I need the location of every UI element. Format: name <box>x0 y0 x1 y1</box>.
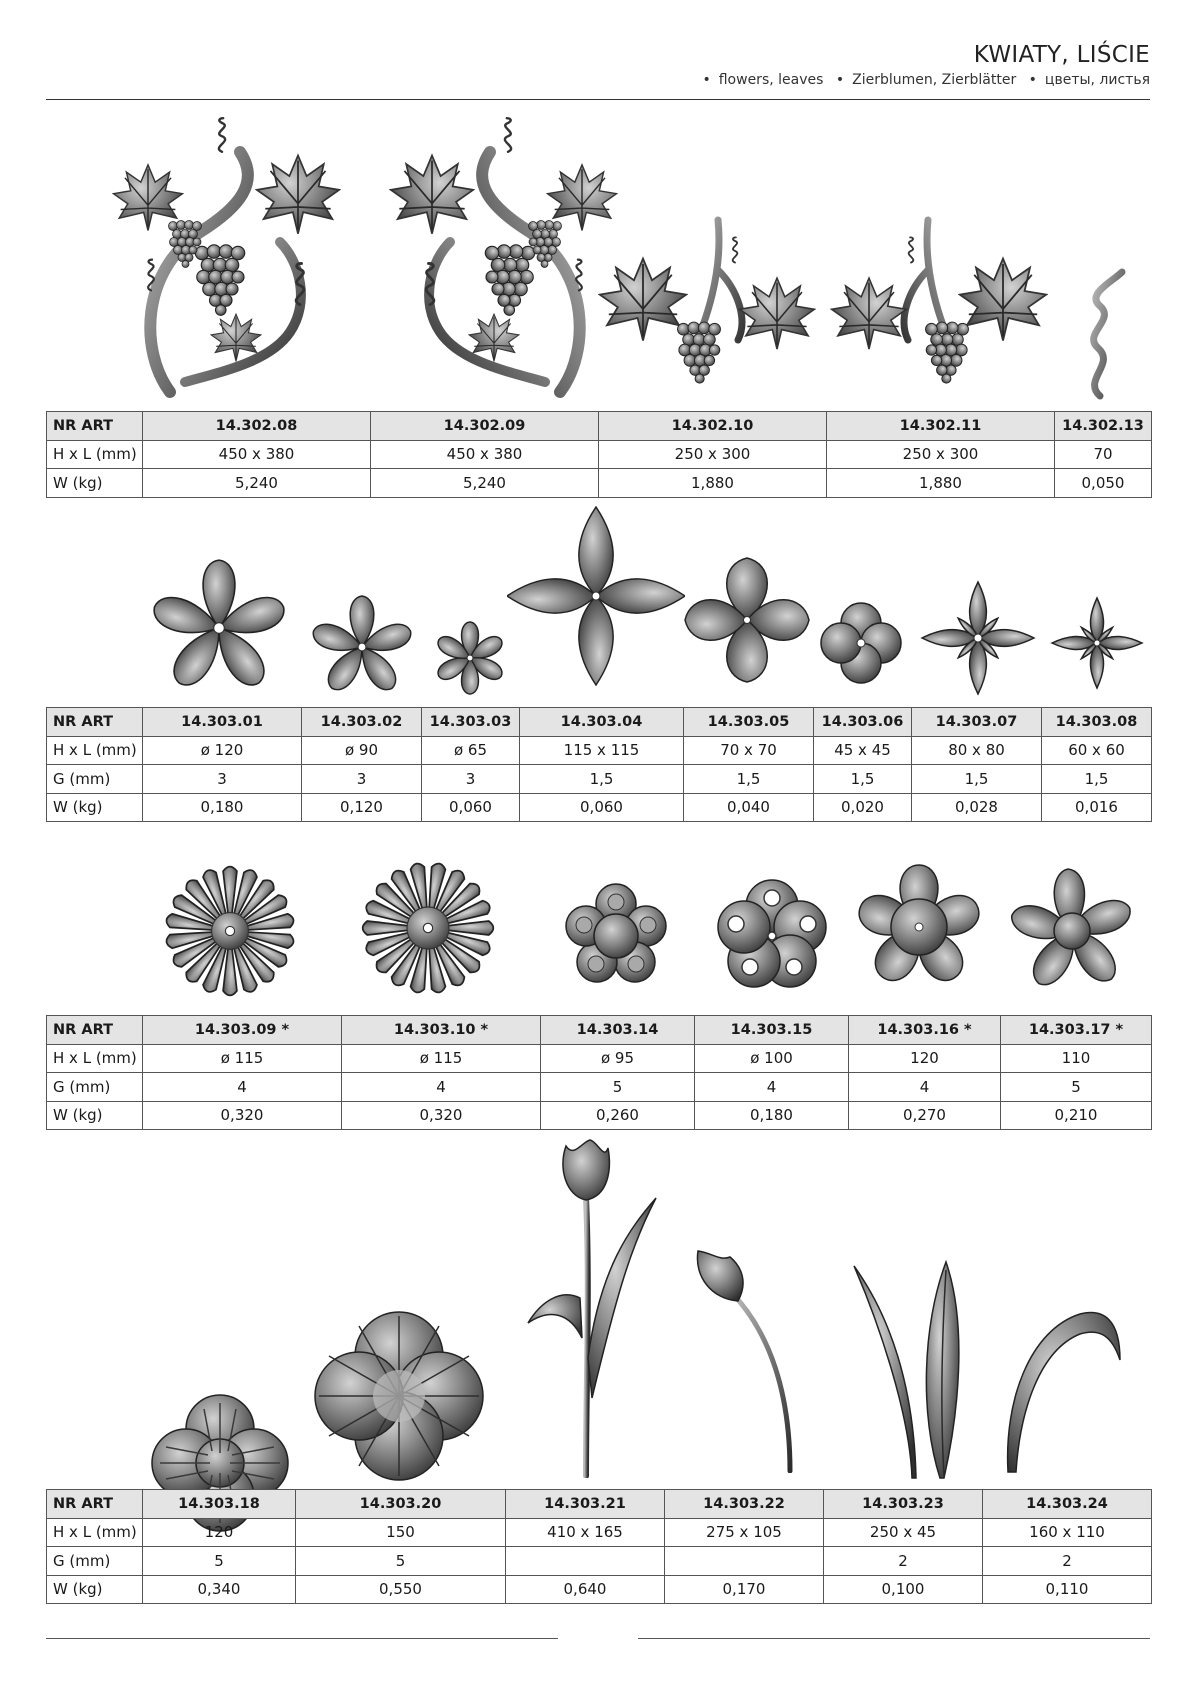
table-cell: 160 x 110 <box>983 1518 1152 1547</box>
leaf-star-14-303-08-image <box>1050 596 1144 690</box>
article-number: 14.303.14 <box>541 1016 695 1045</box>
table-cell: 0,120 <box>302 793 422 822</box>
row-label: NR ART <box>47 1016 143 1045</box>
bullet-1: • <box>702 72 711 88</box>
table-cell: 1,880 <box>599 469 827 498</box>
table-cell: 3 <box>143 765 302 794</box>
subtitle-de: Zierblumen, Zierblätter <box>852 72 1017 88</box>
tulip-bud-14-303-22-image <box>690 1243 805 1473</box>
table-cell: ø 115 <box>342 1044 541 1073</box>
table-row-thickness <box>47 1547 1152 1576</box>
subtitle-en: flowers, leaves <box>718 72 824 88</box>
article-number: 14.302.13 <box>1055 412 1152 441</box>
article-number: 14.303.16 * <box>849 1016 1001 1045</box>
row-label: W (kg) <box>47 793 143 822</box>
table-cell: 0,340 <box>143 1575 296 1604</box>
article-number: 14.302.09 <box>371 412 599 441</box>
table-cell: 1,5 <box>684 765 814 794</box>
leaf-14-303-24-image <box>1000 1300 1125 1476</box>
table-cell: 4 <box>695 1073 849 1102</box>
article-number: 14.302.11 <box>827 412 1055 441</box>
table-row-weight <box>47 469 1152 498</box>
table-cell: 0,100 <box>824 1575 983 1604</box>
table-row-dimensions <box>47 1518 1152 1547</box>
row-label: NR ART <box>47 708 143 737</box>
table-cell: 0,170 <box>665 1575 824 1604</box>
table-cell: 0,028 <box>912 793 1042 822</box>
table-cell: 4 <box>342 1073 541 1102</box>
table-cell: 0,050 <box>1055 469 1152 498</box>
article-number: 14.303.06 <box>814 708 912 737</box>
row-label: G (mm) <box>47 765 143 794</box>
table-row-nr-art <box>47 1490 1152 1519</box>
flower-14-303-05-image <box>684 556 810 684</box>
table-cell: 0,060 <box>422 793 520 822</box>
table-cell: 110 <box>1001 1044 1152 1073</box>
spec-table-3 <box>46 1015 1152 1130</box>
table-cell: 0,180 <box>695 1101 849 1130</box>
table-cell: 5 <box>541 1073 695 1102</box>
flower-14-303-03-image <box>431 620 509 696</box>
grape-branch-left-image <box>598 210 818 400</box>
grape-branch-right-image <box>828 210 1048 400</box>
article-number: 14.303.09 * <box>143 1016 342 1045</box>
table-cell <box>665 1547 824 1576</box>
article-number: 14.303.23 <box>824 1490 983 1519</box>
table-cell: 150 <box>296 1518 506 1547</box>
subtitle-ru: цветы, листья <box>1044 72 1150 88</box>
leaves-14-303-23-image <box>850 1256 980 1480</box>
article-number: 14.303.24 <box>983 1490 1152 1519</box>
table-cell: 275 x 105 <box>665 1518 824 1547</box>
table-cell: 3 <box>302 765 422 794</box>
article-number: 14.303.08 <box>1042 708 1152 737</box>
table-cell: ø 95 <box>541 1044 695 1073</box>
footer-divider-right <box>638 1638 1150 1639</box>
grapevine-right-image <box>388 112 620 402</box>
table-cell: 1,5 <box>912 765 1042 794</box>
table-cell: 4 <box>849 1073 1001 1102</box>
table-cell: 0,640 <box>506 1575 665 1604</box>
article-number: 14.303.04 <box>520 708 684 737</box>
flower-14-303-17-image <box>1002 867 1142 995</box>
table-cell: 120 <box>849 1044 1001 1073</box>
table-cell: 120 <box>143 1518 296 1547</box>
table-cell: 2 <box>983 1547 1152 1576</box>
row-label: H x L (mm) <box>47 736 143 765</box>
table-cell: 410 x 165 <box>506 1518 665 1547</box>
table-row-thickness <box>47 1073 1152 1102</box>
row-label: H x L (mm) <box>47 440 143 469</box>
flower-14-303-15-image <box>712 877 832 995</box>
table-cell: 0,020 <box>814 793 912 822</box>
table-cell: ø 100 <box>695 1044 849 1073</box>
table-cell: 1,5 <box>520 765 684 794</box>
article-number: 14.303.02 <box>302 708 422 737</box>
article-number: 14.303.20 <box>296 1490 506 1519</box>
article-number: 14.302.10 <box>599 412 827 441</box>
table-row-nr-art <box>47 412 1152 441</box>
table-row-dimensions <box>47 736 1152 765</box>
article-number: 14.303.03 <box>422 708 520 737</box>
table-cell: 1,5 <box>1042 765 1152 794</box>
table-cell: 2 <box>824 1547 983 1576</box>
article-number: 14.303.18 <box>143 1490 296 1519</box>
table-cell: 5,240 <box>143 469 371 498</box>
table-cell: 0,320 <box>143 1101 342 1130</box>
table-cell: 0,180 <box>143 793 302 822</box>
tendril-image <box>1072 268 1128 400</box>
row-label: G (mm) <box>47 1547 143 1576</box>
table-cell: 80 x 80 <box>912 736 1042 765</box>
table-cell: 70 <box>1055 440 1152 469</box>
table-row-weight <box>47 1575 1152 1604</box>
spec-table-1 <box>46 411 1152 498</box>
table-cell: 0,210 <box>1001 1101 1152 1130</box>
leaf-star-14-303-07-image <box>920 580 1036 696</box>
table-cell: 250 x 300 <box>599 440 827 469</box>
table-cell: 5 <box>143 1547 296 1576</box>
table-cell: ø 65 <box>422 736 520 765</box>
table-cell: 5 <box>1001 1073 1152 1102</box>
grapevine-left-image <box>110 112 342 402</box>
daisy-14-303-10-image <box>358 858 498 998</box>
footer-divider-left <box>46 1638 558 1639</box>
flower-14-303-01-image <box>143 558 295 698</box>
article-number: 14.302.08 <box>143 412 371 441</box>
table-row-weight <box>47 793 1152 822</box>
row-label: NR ART <box>47 1490 143 1519</box>
article-number: 14.303.10 * <box>342 1016 541 1045</box>
table-cell: 250 x 45 <box>824 1518 983 1547</box>
table-row-dimensions <box>47 1044 1152 1073</box>
row-label: H x L (mm) <box>47 1518 143 1547</box>
page-subtitle <box>694 72 1150 88</box>
bullet-2: • <box>835 72 845 88</box>
table-row-thickness <box>47 765 1152 794</box>
table-cell: 60 x 60 <box>1042 736 1152 765</box>
row-label: W (kg) <box>47 469 143 498</box>
table-cell: 0,110 <box>983 1575 1152 1604</box>
table-cell: 4 <box>143 1073 342 1102</box>
article-number: 14.303.05 <box>684 708 814 737</box>
spec-table-4 <box>46 1489 1152 1604</box>
flower-14-303-06-image <box>820 601 902 685</box>
table-cell: 1,880 <box>827 469 1055 498</box>
article-number: 14.303.21 <box>506 1490 665 1519</box>
row-label: NR ART <box>47 412 143 441</box>
flower-14-303-02-image <box>307 594 417 700</box>
table-cell: 0,320 <box>342 1101 541 1130</box>
tulip-14-303-21-image <box>520 1138 660 1478</box>
article-number: 14.303.17 * <box>1001 1016 1152 1045</box>
table-cell: 0,060 <box>520 793 684 822</box>
table-cell: 1,5 <box>814 765 912 794</box>
table-cell: 0,550 <box>296 1575 506 1604</box>
article-number: 14.303.15 <box>695 1016 849 1045</box>
table-cell: ø 120 <box>143 736 302 765</box>
table-row-dimensions <box>47 440 1152 469</box>
table-row-weight <box>47 1101 1152 1130</box>
row-label: G (mm) <box>47 1073 143 1102</box>
table-cell: 0,270 <box>849 1101 1001 1130</box>
table-cell: 5 <box>296 1547 506 1576</box>
row-label: W (kg) <box>47 1101 143 1130</box>
header-divider <box>46 99 1150 100</box>
table-cell: 450 x 380 <box>143 440 371 469</box>
table-cell: 0,260 <box>541 1101 695 1130</box>
row-label: H x L (mm) <box>47 1044 143 1073</box>
table-cell: 5,240 <box>371 469 599 498</box>
row-label: W (kg) <box>47 1575 143 1604</box>
table-cell: 3 <box>422 765 520 794</box>
article-number: 14.303.07 <box>912 708 1042 737</box>
table-cell: 115 x 115 <box>520 736 684 765</box>
table-cell: 250 x 300 <box>827 440 1055 469</box>
bullet-3: • <box>1028 72 1037 88</box>
flower-14-303-16-image <box>857 864 981 990</box>
table-cell: 0,016 <box>1042 793 1152 822</box>
leaf-cross-14-303-04-image <box>507 505 685 687</box>
table-cell: 70 x 70 <box>684 736 814 765</box>
spec-table-2 <box>46 707 1152 822</box>
table-row-nr-art <box>47 1016 1152 1045</box>
flower-14-303-14-image <box>560 880 672 992</box>
table-cell: 0,040 <box>684 793 814 822</box>
table-cell: ø 90 <box>302 736 422 765</box>
table-cell: ø 115 <box>143 1044 342 1073</box>
table-row-nr-art <box>47 708 1152 737</box>
article-number: 14.303.01 <box>143 708 302 737</box>
flower-14-303-20-image <box>314 1310 484 1482</box>
table-cell: 450 x 380 <box>371 440 599 469</box>
table-cell <box>506 1547 665 1576</box>
daisy-14-303-09-image <box>160 862 300 1000</box>
page-title: KWIATY, LIŚCIE <box>973 42 1150 68</box>
table-cell: 45 x 45 <box>814 736 912 765</box>
article-number: 14.303.22 <box>665 1490 824 1519</box>
